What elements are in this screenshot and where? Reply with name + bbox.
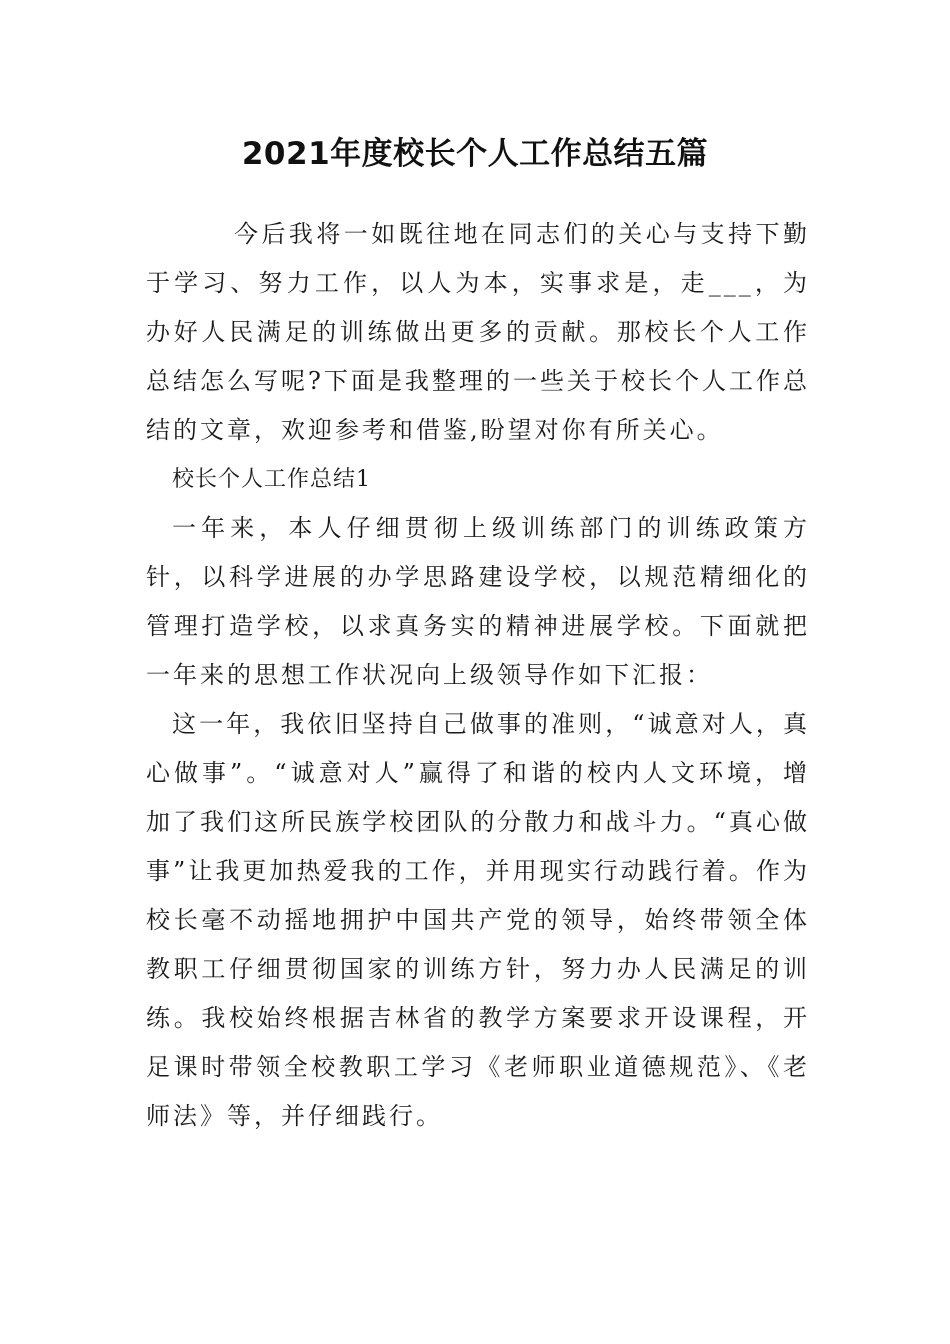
body-paragraph: 这一年，我依旧坚持自己做事的准则，“诚意对人，真心做事”。“诚意对人”赢得了和谐的校内人文环境，增加了我们这所民族学校团队的分散力和战斗力。“真心做事”让我更加热爱我的工作，并用现实行动践行着。作为校长毫不动摇地拥护中国共产党的领导，始终带领全体教职工仔细贯彻国家的训练方针，努力办人民满足的训练。我校始终根据吉林省的教学方案要求开设课程，开足课时带领全校教职工学习《老师职业道德规范》、《老师法》等，并仔细践行。 bbox=[146, 710, 810, 1130]
body-paragraph: 一年来，本人仔细贯彻上级训练部门的训练政策方针，以科学进展的办学思路建设学校，以规范精细化的管理打造学校，以求真务实的精神进展学校。下面就把一年来的思想工作状况向上级领导作如下汇报： bbox=[146, 514, 810, 689]
document-title: 2021年度校长个人工作总结五篇 bbox=[241, 136, 709, 172]
document-body bbox=[146, 210, 810, 1141]
intro-paragraph: 今后我将一如既往地在同志们的关心与支持下勤于学习、努力工作，以人为本，实事求是，走___，为办好人民满足的训练做出更多的贡献。那校长个人工作总结怎么写呢?下面是我整理的一些关于校长个人工作总结的文章，欢迎参考和借鉴,盼望对你有所关心。 bbox=[146, 220, 810, 444]
section-heading: 校长个人工作总结1 bbox=[172, 467, 371, 492]
